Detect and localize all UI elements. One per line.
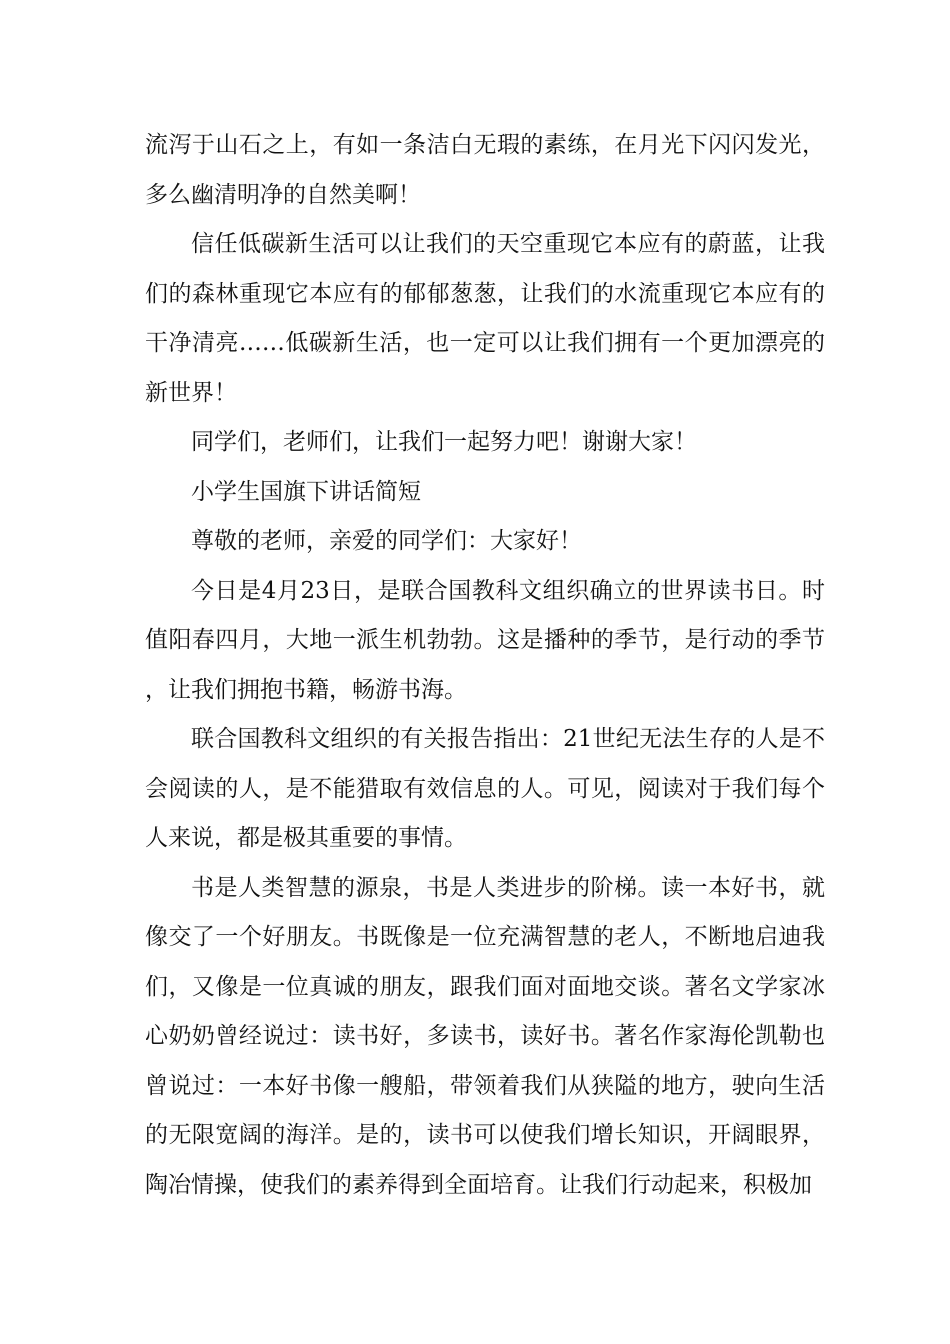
salutation: 尊敬的老师，亲爱的同学们：大家好！ (191, 528, 582, 554)
paragraph-3: 同学们，老师们，让我们一起努力吧！谢谢大家！ (191, 429, 697, 455)
paragraph-1: 流泻于山石之上，有如一条洁白无瑕的素练，在月光下闪闪发光，多么幽清明净的自然美啊！ (145, 132, 825, 208)
section-title: 小学生国旗下讲话简短 (191, 478, 421, 505)
paragraph-2: 信任低碳新生活可以让我们的天空重现它本应有的蔚蓝，让我们的森林重现它本应有的郁郁葱葱，让我们的水流重现它本应有的干净清亮……低碳新生活，也一定可以让我们拥有一个更加漂亮的新世界！ (145, 231, 825, 406)
document-body (145, 121, 825, 1210)
paragraph-8: 书是人类智慧的源泉，书是人类进步的阶梯。读一本好书，就像交了一个好朋友。书既像是一位充满智慧的老人，不断地启迪我们，又像是一位真诚的朋友，跟我们面对面地交谈。著名文学家冰心奶奶曾经说过：读书好，多读书，读好书。著名作家海伦凯勒也曾说过：一本好书像一艘船，带领着我们从狭隘的地方，驶向生活的无限宽阔的海洋。是的，读书可以使我们增长知识，开阔眼界，陶冶情操，使我们的素养得到全面培育。让我们行动起来，积极加 (145, 874, 825, 1198)
paragraph-6: 今日是4月23日，是联合国教科文组织确立的世界读书日。时值阳春四月，大地一派生机勃勃。这是播种的季节，是行动的季节，让我们拥抱书籍，畅游书海。 (145, 577, 825, 703)
paragraph-7: 联合国教科文组织的有关报告指出：21世纪无法生存的人是不会阅读的人，是不能猎取有效信息的人。可见，阅读对于我们每个人来说，都是极其重要的事情。 (145, 726, 825, 851)
